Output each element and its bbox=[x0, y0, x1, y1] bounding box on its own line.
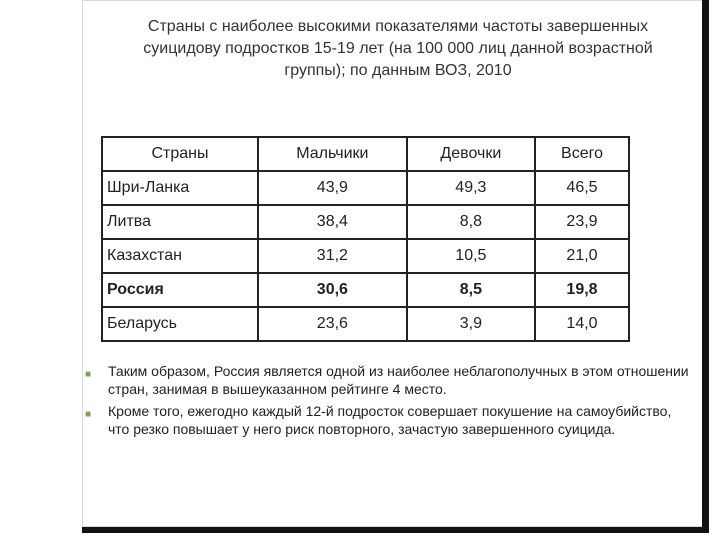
cell-girls: 8,5 bbox=[407, 273, 535, 307]
table-row bbox=[102, 205, 629, 239]
cell-total: 14,0 bbox=[535, 307, 629, 341]
table-header-row bbox=[102, 137, 629, 171]
cell-country: Шри-Ланка bbox=[102, 171, 258, 205]
slide-title bbox=[100, 16, 696, 82]
cell-boys: 30,6 bbox=[258, 273, 407, 307]
table-row-highlighted bbox=[102, 273, 629, 307]
square-bullet-icon: ■ bbox=[85, 409, 92, 420]
cell-boys: 23,6 bbox=[258, 307, 407, 341]
slide-frame-left bbox=[82, 0, 83, 527]
table-row bbox=[102, 239, 629, 273]
slide-title-line-2: суицидову подростков 15-19 лет (на 100 000 лиц данной возрастной bbox=[143, 40, 653, 57]
bullet-list bbox=[85, 362, 694, 442]
header-countries: Страны bbox=[102, 137, 258, 171]
slide-title-line-1: Страны с наиболее высокими показателями частоты завершенных bbox=[147, 18, 649, 35]
cell-country: Россия bbox=[102, 273, 258, 307]
cell-total: 19,8 bbox=[535, 273, 629, 307]
cell-total: 23,9 bbox=[535, 205, 629, 239]
cell-girls: 8,8 bbox=[407, 205, 535, 239]
header-total: Всего bbox=[535, 137, 629, 171]
cell-girls: 10,5 bbox=[407, 239, 535, 273]
bullet-text: Кроме того, ежегодно каждый 12-й подросток совершает покушение на самоубийство, что резко повышает у него риск повторного, зачастую завершенного суицида. bbox=[108, 403, 672, 437]
cell-country: Казахстан bbox=[102, 239, 258, 273]
cell-country: Литва bbox=[102, 205, 258, 239]
cell-girls: 3,9 bbox=[407, 307, 535, 341]
cell-boys: 31,2 bbox=[258, 239, 407, 273]
cell-total: 46,5 bbox=[535, 171, 629, 205]
table-row bbox=[102, 171, 629, 205]
suicide-rate-table bbox=[101, 136, 630, 342]
bullet-item bbox=[85, 402, 694, 438]
table-row bbox=[102, 307, 629, 341]
cell-country: Беларусь bbox=[102, 307, 258, 341]
header-boys: Мальчики bbox=[258, 137, 407, 171]
square-bullet-icon: ■ bbox=[85, 369, 92, 380]
header-girls: Девочки bbox=[407, 137, 535, 171]
slide-title-line-3: группы); по данным ВОЗ, 2010 bbox=[284, 62, 512, 79]
slide-frame-top bbox=[82, 0, 708, 1]
cell-boys: 43,9 bbox=[258, 171, 407, 205]
bullet-text: Таким образом, Россия является одной из наиболее неблагополучных в этом отношении стран, занимая в вышеуказанном рейтинге 4 место. bbox=[108, 363, 689, 397]
cell-girls: 49,3 bbox=[407, 171, 535, 205]
slide-shadow-bottom bbox=[82, 527, 709, 533]
bullet-item bbox=[85, 362, 694, 398]
cell-boys: 38,4 bbox=[258, 205, 407, 239]
cell-total: 21,0 bbox=[535, 239, 629, 273]
slide-shadow-right bbox=[702, 0, 709, 533]
